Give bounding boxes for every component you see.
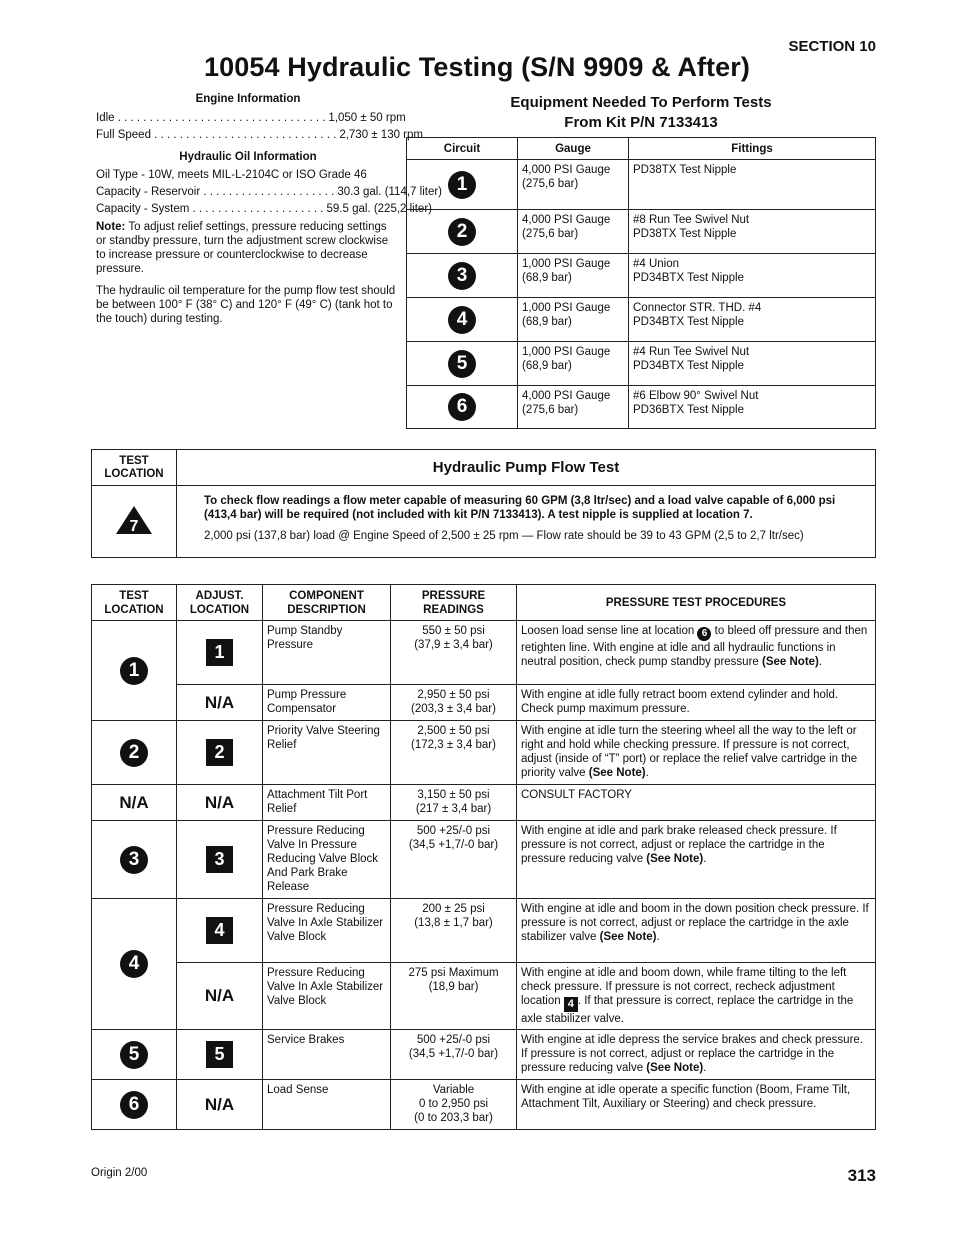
capacity-reservoir-row: Capacity - Reservoir . . . . . . . . . . . . . . . . . . . . . 30.3 gal. (114,7 liter) bbox=[96, 186, 442, 198]
fitting-item: PD34BTX Test Nipple bbox=[633, 272, 745, 284]
procedure-text: With engine at idle turn the steering wheel all the way to the left or right and hold while checking pressure. If pressure is not correct, adjust (inside of “T” port) or replace the relief valve cartridge in the priority valve bbox=[521, 725, 858, 779]
test-location-5-icon: 5 bbox=[120, 1041, 148, 1069]
see-note: (See Note) bbox=[646, 853, 704, 865]
reservoir-value: 30.3 gal. (114,7 liter) bbox=[337, 186, 442, 198]
circuit-header: Circuit bbox=[407, 138, 518, 160]
component-col-header: COMPONENT DESCRIPTION bbox=[263, 585, 391, 621]
component-cell: Pressure Reducing Valve In Pressure Reducing Valve Block And Park Brake Release bbox=[263, 821, 391, 899]
procedure-cell: With engine at idle fully retract boom extend cylinder and hold. Check pump maximum pressure. bbox=[517, 685, 876, 721]
fitting-item: PD38TX Test Nipple bbox=[633, 164, 737, 176]
flow-test-detail: 2,000 psi (137,8 bar) load @ Engine Speed of 2,500 ± 25 rpm — Flow rate should be 39 to 43 GPM (2,5 to 2,7 ltr/sec) bbox=[204, 530, 804, 542]
table-row bbox=[92, 1080, 876, 1130]
note-label: Note: bbox=[96, 221, 126, 233]
circuit-1-icon: 1 bbox=[448, 171, 476, 199]
gauge-bar: (275,6 bar) bbox=[522, 404, 579, 416]
gauge-bar: (68,9 bar) bbox=[522, 272, 572, 284]
procedure-cell: With engine at idle and boom in the down position check pressure. If pressure is not correct, adjust or replace the cartridge in the axle stabilizer valve (See Note). bbox=[517, 899, 876, 963]
procedure-cell bbox=[517, 963, 876, 1030]
adjust-note bbox=[96, 220, 400, 276]
gauge-bar: (275,6 bar) bbox=[522, 228, 579, 240]
procedure-text: With engine at idle depress the service brakes and check pressure. If pressure is not correct, adjust or replace the cartridge in the pressure reducing valve bbox=[521, 1034, 863, 1074]
test-location-1-icon: 1 bbox=[120, 657, 148, 685]
table-row bbox=[92, 899, 876, 963]
system-label: Capacity - System bbox=[96, 203, 190, 215]
location-4-mini-icon: 4 bbox=[564, 997, 578, 1012]
table-row bbox=[407, 386, 876, 429]
table-row bbox=[407, 210, 876, 254]
reading-psi: 0 to 2,950 psi bbox=[418, 1098, 489, 1110]
component-cell: Pump Standby Pressure bbox=[263, 621, 391, 685]
reading-bar: (172,3 ± 3,4 bar) bbox=[411, 739, 496, 751]
test-location-header: TEST LOCATION bbox=[92, 450, 177, 486]
gauge-bar: (275,6 bar) bbox=[522, 178, 579, 190]
procedure-text: Loosen load sense line at location bbox=[521, 625, 695, 637]
triangle-7-icon bbox=[115, 505, 153, 535]
procedure-cell: With engine at idle and park brake released check pressure. If pressure is not correct, adjust or replace the cartridge in the pressure reducing valve (See Note). bbox=[517, 821, 876, 899]
adjust-location-4-icon: 4 bbox=[206, 917, 233, 944]
component-cell: Service Brakes bbox=[263, 1030, 391, 1080]
circuit-3-icon: 3 bbox=[448, 262, 476, 290]
reading-psi: 2,950 ± 50 psi bbox=[417, 689, 490, 701]
procedure-cell: With engine at idle depress the service brakes and check pressure. If pressure is not correct, adjust or replace the cartridge in the pressure reducing valve (See Note). bbox=[517, 1030, 876, 1080]
test-location-3-icon: 3 bbox=[120, 846, 148, 874]
reading-bar: (34,5 +1,7/-0 bar) bbox=[408, 839, 499, 851]
table-row bbox=[92, 1030, 876, 1080]
fitting-item: PD38TX Test Nipple bbox=[633, 228, 737, 240]
gauge-psi: 1,000 PSI Gauge bbox=[522, 258, 611, 270]
component-cell: Load Sense bbox=[263, 1080, 391, 1130]
table-row bbox=[92, 486, 876, 558]
oil-type: Oil Type - 10W, meets MIL-L-2104C or ISO Grade 46 bbox=[96, 169, 367, 181]
table-row bbox=[92, 721, 876, 785]
reading-bar: (18,9 bar) bbox=[428, 981, 479, 993]
equipment-table bbox=[406, 137, 876, 429]
procedure-text: With engine at idle and boom in the down position check pressure. If pressure is not correct, adjust or replace the cartridge in the axle stabilizer valve bbox=[521, 903, 869, 943]
equipment-title-line2: From Kit P/N 7133413 bbox=[564, 114, 718, 131]
gauge-psi: 1,000 PSI Gauge bbox=[522, 302, 611, 314]
flow-test-title: Hydraulic Pump Flow Test bbox=[177, 450, 876, 486]
fitting-item: #6 Elbow 90° Swivel Nut bbox=[633, 390, 759, 402]
full-speed-value: 2,730 ± 130 rpm bbox=[339, 129, 423, 141]
reading-psi: 500 +25/-0 psi bbox=[416, 1034, 491, 1046]
procedure-cell: CONSULT FACTORY bbox=[517, 785, 876, 821]
table-row bbox=[92, 785, 876, 821]
fitting-item: #4 Run Tee Swivel Nut bbox=[633, 346, 750, 358]
fitting-item: #8 Run Tee Swivel Nut bbox=[633, 214, 750, 226]
component-cell: Pressure Reducing Valve In Axle Stabilizer Valve Block bbox=[263, 899, 391, 963]
table-row bbox=[407, 254, 876, 298]
procedure-text: . If that pressure is correct, replace the cartridge in the axle stabilizer valve. bbox=[521, 995, 854, 1025]
adjust-location-3-icon: 3 bbox=[206, 846, 233, 873]
procedure-cell: With engine at idle turn the steering wheel all the way to the left or right and hold while checking pressure. If pressure is not correct, adjust (inside of “T” port) or replace the relief valve cartridge in the priority valve (See Note). bbox=[517, 721, 876, 785]
procedure-cell: Loosen load sense line at location 6 to bleed off pressure and then retighten line. With engine at idle and all hydraulic functions in neutral position, check pump standby pressure (See Note). bbox=[517, 621, 876, 685]
readings-col-header: PRESSURE READINGS bbox=[391, 585, 517, 621]
see-note: (See Note) bbox=[762, 656, 819, 668]
na-label: N/A bbox=[177, 1080, 263, 1130]
location-6-mini-icon: 6 bbox=[697, 627, 711, 641]
na-label: N/A bbox=[177, 685, 263, 721]
gauge-header: Gauge bbox=[518, 138, 629, 160]
gauge-psi: 4,000 PSI Gauge bbox=[522, 390, 611, 402]
capacity-system-row: Capacity - System . . . . . . . . . . . . . . . . . . . . . 59.5 gal. (225,2 liter) bbox=[96, 203, 432, 215]
circuit-4-icon: 4 bbox=[448, 306, 476, 334]
reading-bar: (217 ± 3,4 bar) bbox=[415, 803, 492, 815]
table-row bbox=[92, 821, 876, 899]
test-location-6-icon: 6 bbox=[120, 1091, 148, 1119]
fitting-item: PD36BTX Test Nipple bbox=[633, 404, 745, 416]
test-location-col-header: TEST LOCATION bbox=[92, 585, 177, 621]
gauge-psi: 1,000 PSI Gauge bbox=[522, 346, 611, 358]
full-speed-label: Full Speed bbox=[96, 129, 151, 141]
table-row bbox=[407, 160, 876, 210]
engine-idle-row: Idle . . . . . . . . . . . . . . . . . . . . . . . . . . . . . . . . . 1,050 ± 50 rpm bbox=[96, 112, 406, 124]
circuit-2-icon: 2 bbox=[448, 218, 476, 246]
procedure-text: to bleed off pressure and then retighten line. With engine at idle and all hydraulic functions in neutral position, check pump standby pressure bbox=[521, 625, 868, 668]
reading-bar: (0 to 203,3 bar) bbox=[414, 1112, 493, 1124]
see-note: (See Note) bbox=[646, 1062, 704, 1074]
na-label: N/A bbox=[177, 963, 263, 1030]
engine-full-speed-row: Full Speed . . . . . . . . . . . . . . . . . . . . . . . . . . . . . 2,730 ± 130 rpm bbox=[96, 129, 423, 141]
reading-bar: (34,5 +1,7/-0 bar) bbox=[408, 1048, 499, 1060]
reading-bar: (37,9 ± 3,4 bar) bbox=[414, 639, 493, 651]
fitting-item: #4 Union bbox=[633, 258, 680, 270]
gauge-bar: (68,9 bar) bbox=[522, 316, 572, 328]
system-value: 59.5 gal. (225,2 liter) bbox=[326, 203, 432, 215]
procedures-col-header: PRESSURE TEST PROCEDURES bbox=[517, 585, 876, 621]
gauge-psi: 4,000 PSI Gauge bbox=[522, 164, 611, 176]
fitting-item: Connector STR. THD. #4 bbox=[633, 302, 762, 314]
reservoir-label: Capacity - Reservoir bbox=[96, 186, 201, 198]
na-label: N/A bbox=[177, 785, 263, 821]
table-row bbox=[92, 685, 876, 721]
reading-psi: 3,150 ± 50 psi bbox=[417, 789, 490, 801]
reading-bar: (203,3 ± 3,4 bar) bbox=[411, 703, 496, 715]
reading-bar: (13,8 ± 1,7 bar) bbox=[414, 917, 493, 929]
oil-info-heading: Hydraulic Oil Information bbox=[179, 151, 317, 163]
procedure-text: With engine at idle and boom down, while frame tilting to the left check pressure. If pressure is not correct, recheck adjustment location bbox=[521, 967, 847, 1007]
engine-info-heading: Engine Information bbox=[195, 93, 301, 105]
reading-psi: 550 ± 50 psi bbox=[422, 625, 485, 637]
adjust-location-5-icon: 5 bbox=[206, 1041, 233, 1068]
equipment-title bbox=[406, 93, 876, 133]
temperature-note: The hydraulic oil temperature for the pump flow test should be between 100° F (38° C) and 120° F (49° C) (tank hot to the touch) during testing. bbox=[96, 285, 396, 325]
see-note: (See Note) bbox=[599, 931, 657, 943]
procedure-cell: With engine at idle operate a specific function (Boom, Frame Tilt, Attachment Tilt, Auxiliary or Steering) and check pressure. bbox=[517, 1080, 876, 1130]
section-label: SECTION 10 bbox=[788, 38, 876, 55]
reading-psi: 275 psi Maximum bbox=[408, 967, 499, 979]
pressure-test-table bbox=[91, 584, 876, 1130]
page-title: 10054 Hydraulic Testing (S/N 9909 & After) bbox=[204, 52, 750, 82]
circuit-5-icon: 5 bbox=[448, 350, 476, 378]
gauge-bar: (68,9 bar) bbox=[522, 360, 572, 372]
footer-origin: Origin 2/00 bbox=[91, 1167, 148, 1179]
component-cell: Pump Pressure Compensator bbox=[263, 685, 391, 721]
reading-psi: 200 ± 25 psi bbox=[422, 903, 485, 915]
test-location-2-icon: 2 bbox=[120, 739, 148, 767]
fittings-header: Fittings bbox=[629, 138, 876, 160]
circuit-6-icon: 6 bbox=[448, 393, 476, 421]
flow-test-table bbox=[91, 449, 876, 558]
reading-psi: 2,500 ± 50 psi bbox=[417, 725, 490, 737]
fitting-item: PD34BTX Test Nipple bbox=[633, 316, 745, 328]
procedure-text: With engine at idle and park brake released check pressure. If pressure is not correct, adjust or replace the cartridge in the pressure reducing valve bbox=[521, 825, 837, 865]
idle-value: 1,050 ± 50 rpm bbox=[328, 112, 406, 124]
equipment-title-line1: Equipment Needed To Perform Tests bbox=[510, 94, 772, 111]
reading-psi: 500 +25/-0 psi bbox=[416, 825, 491, 837]
gauge-psi: 4,000 PSI Gauge bbox=[522, 214, 611, 226]
see-note: (See Note) bbox=[588, 767, 646, 779]
table-row bbox=[407, 298, 876, 342]
adjust-location-1-icon: 1 bbox=[206, 639, 233, 666]
table-row bbox=[92, 621, 876, 685]
table-row bbox=[407, 342, 876, 386]
note-text: To adjust relief settings, pressure reducing settings or standby pressure, turn the adjustment screw clockwise to increase pressure or counterclockwise to decrease pressure. bbox=[96, 221, 389, 275]
adjust-location-2-icon: 2 bbox=[206, 739, 233, 766]
table-row bbox=[92, 963, 876, 1030]
component-cell: Priority Valve Steering Relief bbox=[263, 721, 391, 785]
flow-test-requirement: To check flow readings a flow meter capable of measuring 60 GPM (3,8 ltr/sec) and a load valve capable of 6,000 psi (413,4 bar) will be required (not included with kit P/N 7133413). A test nipple is supplied at location 7. bbox=[204, 495, 836, 521]
test-location-4-icon: 4 bbox=[120, 950, 148, 978]
page-number: 313 bbox=[847, 1166, 876, 1185]
component-cell: Pressure Reducing Valve In Axle Stabilizer Valve Block bbox=[263, 963, 391, 1030]
idle-label: Idle bbox=[96, 112, 115, 124]
reading-line: Variable bbox=[432, 1084, 475, 1096]
na-label: N/A bbox=[92, 785, 177, 821]
component-cell: Attachment Tilt Port Relief bbox=[263, 785, 391, 821]
fitting-item: PD34BTX Test Nipple bbox=[633, 360, 745, 372]
adjust-location-col-header: ADJUST. LOCATION bbox=[177, 585, 263, 621]
info-column bbox=[96, 92, 442, 326]
flow-location-number: 7 bbox=[129, 517, 139, 535]
